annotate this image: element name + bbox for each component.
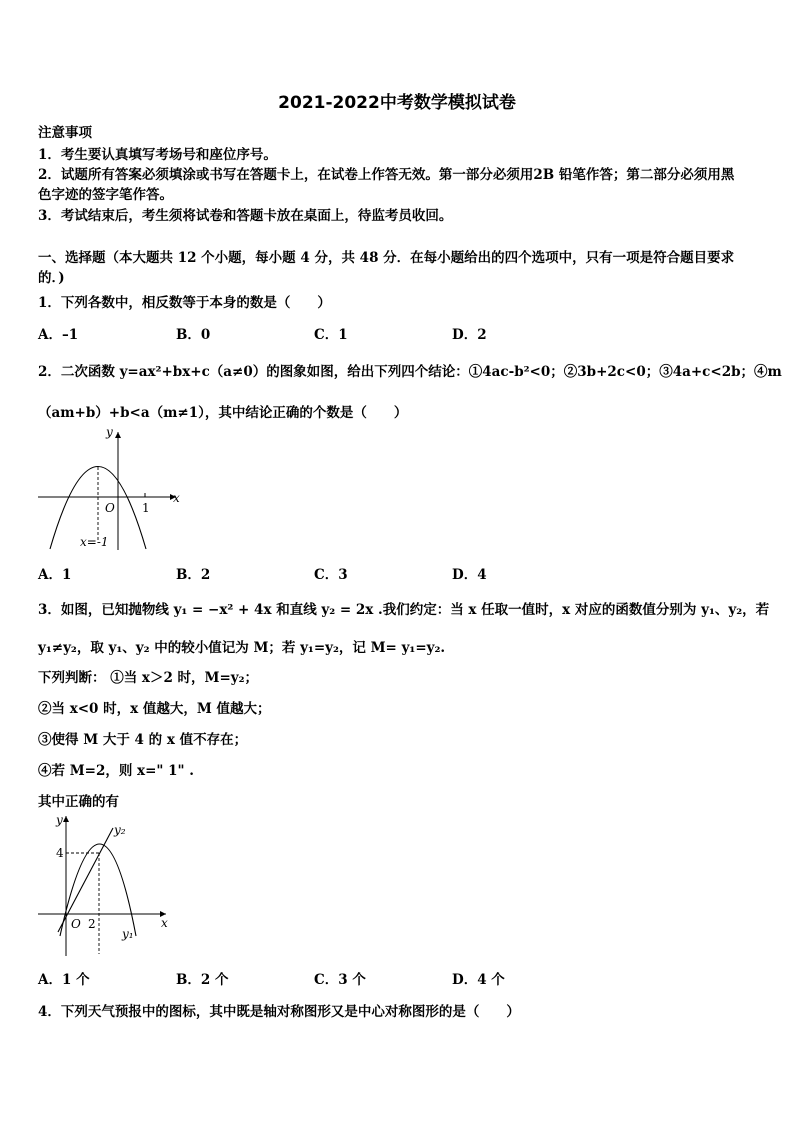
q3-functions-graph [36, 812, 176, 962]
q2-axis-note: x=-1 [80, 535, 109, 549]
q3-judge-1: 下列判断： ①当 x＞2 时，M=y₂； [38, 670, 259, 686]
q2-tick-label: 1 [142, 501, 150, 515]
q3-y1-label: y₁ [122, 927, 134, 941]
q2-option-b: B．2 [176, 567, 211, 583]
notice-item-1: 1．考生要认真填写考场号和座位序号。 [38, 147, 277, 163]
q1-stem: 1．下列各数中，相反数等于本身的数是（ ） [38, 295, 331, 311]
q3-option-d: D．4 个 [452, 972, 505, 988]
q3-which: 其中正确的有 [38, 794, 119, 810]
q3-x-label: x [161, 916, 168, 930]
q1-option-c: C．1 [314, 327, 348, 343]
q3-stem-line1: 3．如图，已知抛物线 y₁ = −x² + 4x 和直线 y₂ = 2x .我们约定：当 x 任取一值时，x 对应的函数值分别为 y₁、y₂，若 [38, 602, 770, 618]
q3-stem-line2: y₁≠y₂，取 y₁、y₂ 中的较小值记为 M；若 y₁=y₂，记 M= y₁=y₂. [38, 640, 446, 656]
notice-item-2: 2．试题所有答案必须填涂或书写在答题卡上，在试卷上作答无效。第一部分必须用2B 铅笔作答；第二部分必须用黑 [38, 167, 735, 183]
q3-statement-4: ④若 M=2，则 x=" 1" . [38, 763, 194, 779]
q3-option-a: A．1 个 [38, 972, 90, 988]
q2-option-a: A．1 [38, 567, 72, 583]
q3-option-b: B．2 个 [176, 972, 229, 988]
section-heading-line2: 的．) [38, 270, 65, 286]
q1-option-d: D．2 [452, 327, 487, 343]
q2-origin-label: O [105, 501, 115, 515]
q3-y2-label: y₂ [114, 823, 126, 837]
q2-stem-line2: （am+b）+b<a（m≠1），其中结论正确的个数是（ ） [38, 405, 408, 421]
q2-x-label: x [173, 491, 180, 505]
page-title: 2021-2022中考数学模拟试卷 [278, 93, 516, 113]
q3-option-c: C．3 个 [314, 972, 366, 988]
q3-y-label: y [56, 813, 63, 827]
q3-statement-2: ②当 x<0 时，x 值越大，M 值越大； [38, 701, 271, 717]
notice-heading: 注意事项 [38, 125, 92, 141]
notice-item-3: 3．考试结束后，考生须将试卷和答题卡放在桌面上，待监考员收回。 [38, 208, 453, 224]
q2-parabola-graph [36, 424, 186, 554]
q4-stem: 4．下列天气预报中的图标，其中既是轴对称图形又是中心对称图形的是（ ） [38, 1004, 520, 1020]
q1-option-a: A．–1 [38, 327, 79, 343]
q2-option-c: C．3 [314, 567, 348, 583]
q1-option-b: B．0 [176, 327, 211, 343]
q3-statement-3: ③使得 M 大于 4 的 x 值不存在； [38, 732, 248, 748]
q3-origin-label: O [71, 917, 81, 931]
notice-item-2-cont: 色字迹的签字笔作答。 [38, 187, 173, 203]
q2-y-label: y [106, 425, 113, 439]
q3-label-4: 4 [56, 846, 64, 860]
q2-stem-line1: 2．二次函数 y=ax²+bx+c（a≠0）的图象如图，给出下列四个结论：①4ac-b²<0；②3b+2c<0；③4a+c<2b；④m [38, 364, 782, 380]
q2-option-d: D．4 [452, 567, 487, 583]
q3-label-2: 2 [88, 917, 96, 931]
section-heading-line1: 一、选择题（本大题共 12 个小题，每小题 4 分，共 48 分．在每小题给出的四个选项中，只有一项是符合题目要求 [38, 250, 735, 266]
